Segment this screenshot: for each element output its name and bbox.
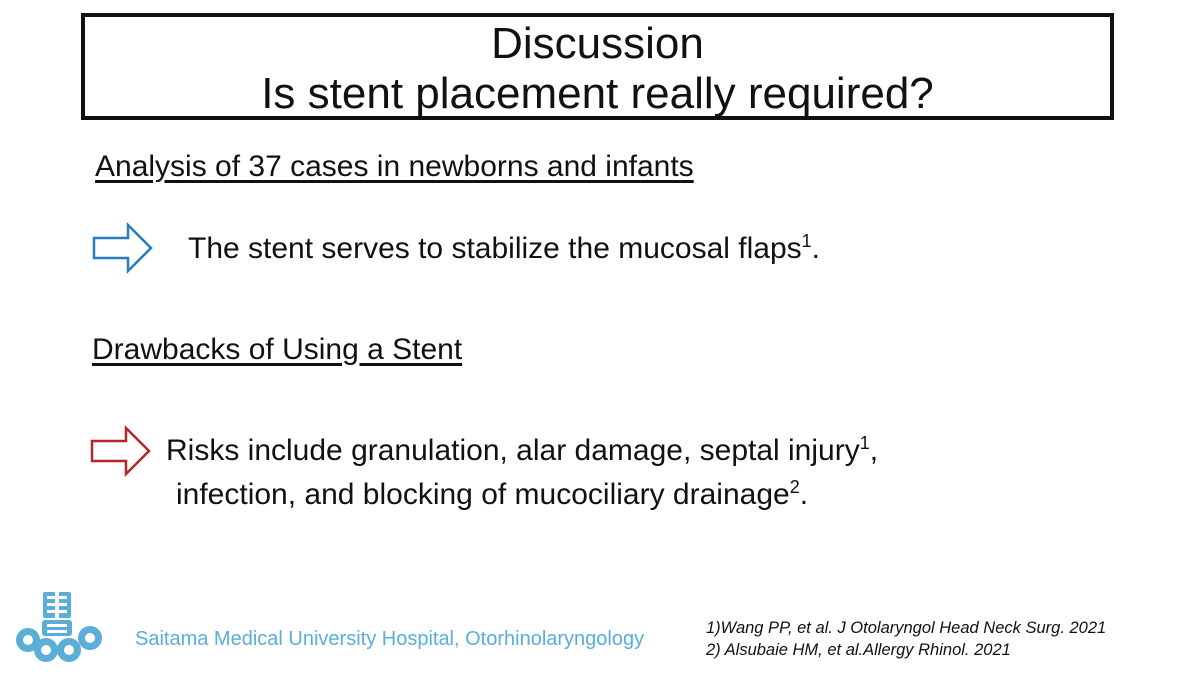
red-arrow-icon: [90, 425, 152, 477]
slide-title: Discussion: [491, 19, 704, 68]
slide-subtitle: Is stent placement really required?: [261, 69, 934, 118]
hospital-logo-icon: [14, 592, 110, 670]
reference-1: 1)Wang PP, et al. J Otolaryngol Head Neck Surg. 2021: [706, 619, 1107, 637]
institution-name: Saitama Medical University Hospital, Otorhinolaryngology: [135, 628, 645, 650]
risks-text-line1: Risks include granulation, alar damage, septal injury: [166, 434, 860, 467]
punctuation: .: [811, 232, 820, 265]
title-box: [81, 13, 1114, 120]
analysis-heading: Analysis of 37 cases in newborns and infants: [95, 150, 694, 183]
references: [706, 617, 1106, 661]
ref-marker: 2: [789, 477, 800, 497]
stent-benefit-text: The stent serves to stabilize the mucosal flaps: [188, 232, 802, 265]
risks-text-line2: infection, and blocking of mucociliary drainage: [176, 478, 790, 511]
drawbacks-heading: Drawbacks of Using a Stent: [92, 333, 463, 366]
reference-2: 2) Alsubaie HM, et al.Allergy Rhinol. 2021: [706, 641, 1011, 659]
punctuation: .: [799, 478, 809, 511]
blue-arrow-icon: [92, 222, 154, 274]
risks-point-line2: [176, 473, 808, 517]
ref-marker: 1: [801, 231, 812, 251]
ref-marker: 1: [859, 433, 870, 453]
stent-benefit-point: [188, 227, 820, 271]
punctuation: ,: [869, 434, 879, 467]
risks-point-line1: [166, 429, 878, 473]
